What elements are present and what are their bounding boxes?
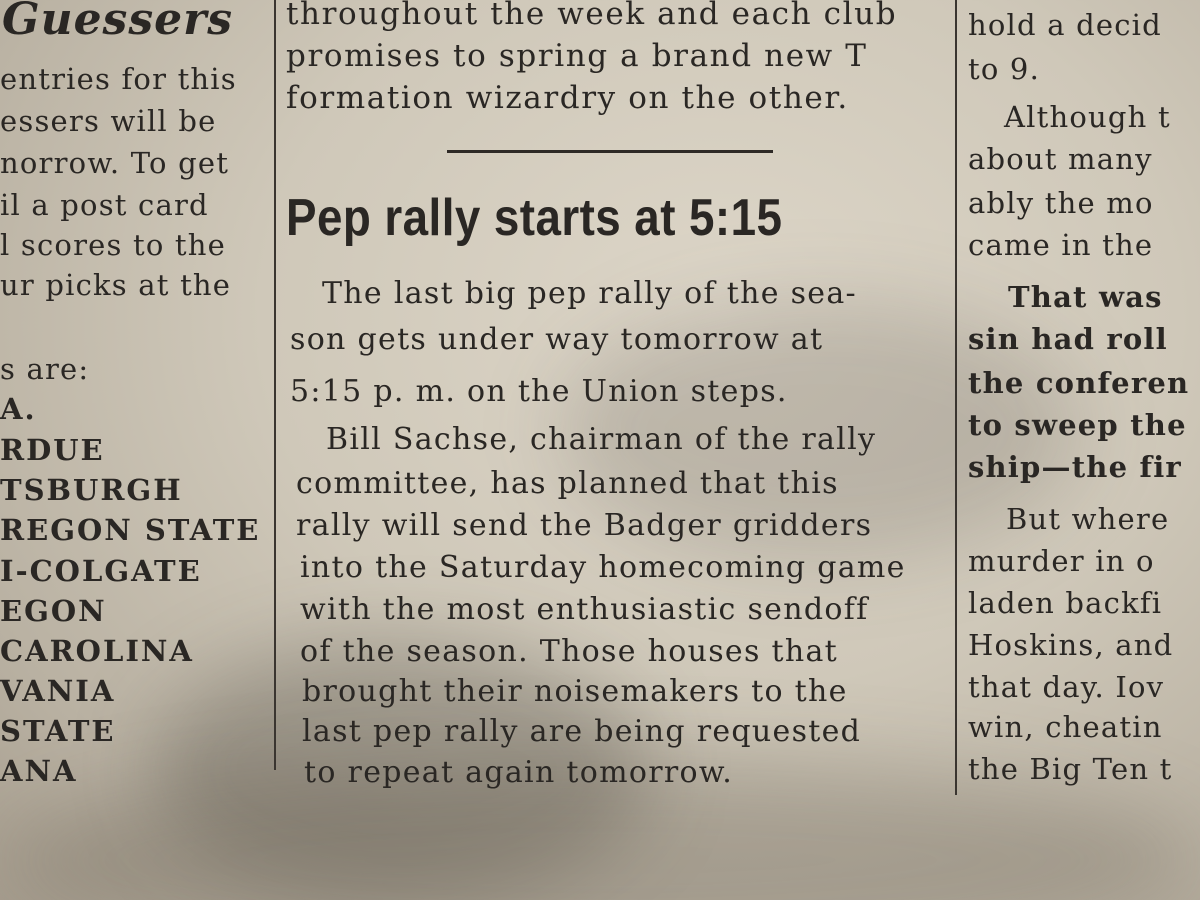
article-line: son gets under way tomorrow at — [290, 322, 824, 357]
right-text-line: to 9. — [968, 52, 1041, 86]
article-line: with the most enthusiastic sendoff — [300, 592, 869, 627]
left-column-title: Guessers — [2, 0, 234, 45]
left-text-line: entries for this — [0, 62, 237, 96]
column-rule-right — [955, 0, 957, 795]
right-text-line: Although t — [1004, 100, 1171, 134]
right-text-line: hold a decid — [968, 8, 1162, 42]
article-line: 5:15 p. m. on the Union steps. — [290, 374, 788, 409]
article-line: The last big pep rally of the sea- — [322, 276, 857, 311]
article-line: Bill Sachse, chairman of the rally — [326, 422, 877, 457]
article-line: brought their noisemakers to the — [302, 674, 848, 709]
right-text-line: murder in o — [968, 544, 1155, 578]
article-line: into the Saturday homecoming game — [300, 550, 906, 585]
left-text-line: essers will be — [0, 104, 217, 138]
right-text-line: win, cheatin — [968, 710, 1163, 744]
pick-item: RDUE — [0, 433, 105, 467]
pick-item: EGON — [0, 594, 107, 628]
previous-article-line: throughout the week and each club — [286, 0, 898, 32]
pick-item: CAROLINA — [0, 634, 194, 668]
pick-item: STATE — [0, 714, 116, 748]
pick-item: TSBURGH — [0, 473, 183, 507]
left-picks-intro: s are: — [0, 352, 90, 386]
right-text-line: ably the mo — [968, 186, 1154, 220]
article-line: last pep rally are being requested — [302, 714, 862, 749]
left-column — [0, 0, 272, 800]
column-rule-left — [274, 0, 276, 770]
left-text-line: il a post card — [0, 188, 209, 222]
article-line: to repeat again tomorrow. — [304, 755, 734, 790]
left-text-line: norrow. To get — [0, 146, 230, 180]
article-line: rally will send the Badger gridders — [296, 508, 873, 543]
left-text-line: ur picks at the — [0, 268, 232, 302]
pick-item: A. — [0, 392, 37, 426]
article-divider — [447, 150, 773, 153]
pick-item: ANA — [0, 754, 78, 788]
pick-item: I-COLGATE — [0, 554, 202, 588]
right-text-line: that day. Iov — [968, 670, 1165, 704]
right-text-line: That was — [1008, 280, 1163, 314]
right-text-line: the Big Ten t — [968, 752, 1173, 786]
right-text-line: came in the — [968, 228, 1154, 262]
right-text-line: But where — [1006, 502, 1170, 536]
article-line: committee, has planned that this — [296, 466, 839, 501]
right-text-line: laden backfi — [968, 586, 1163, 620]
right-column — [960, 0, 1200, 800]
right-text-line: ship—the fir — [968, 450, 1182, 484]
pick-item: REGON STATE — [0, 513, 261, 547]
left-text-line: l scores to the — [0, 228, 227, 262]
previous-article-line: promises to spring a brand new T — [286, 38, 868, 74]
right-text-line: sin had roll — [968, 322, 1168, 356]
middle-column — [280, 0, 950, 800]
right-text-line: the conferen — [968, 366, 1190, 400]
right-text-line: to sweep the — [968, 408, 1187, 442]
pick-item: VANIA — [0, 674, 116, 708]
right-text-line: Hoskins, and — [968, 628, 1174, 662]
article-line: of the season. Those houses that — [300, 634, 839, 669]
article-headline: Pep rally starts at 5:15 — [286, 189, 783, 247]
previous-article-line: formation wizardry on the other. — [286, 80, 849, 116]
right-text-line: about many — [968, 142, 1153, 176]
